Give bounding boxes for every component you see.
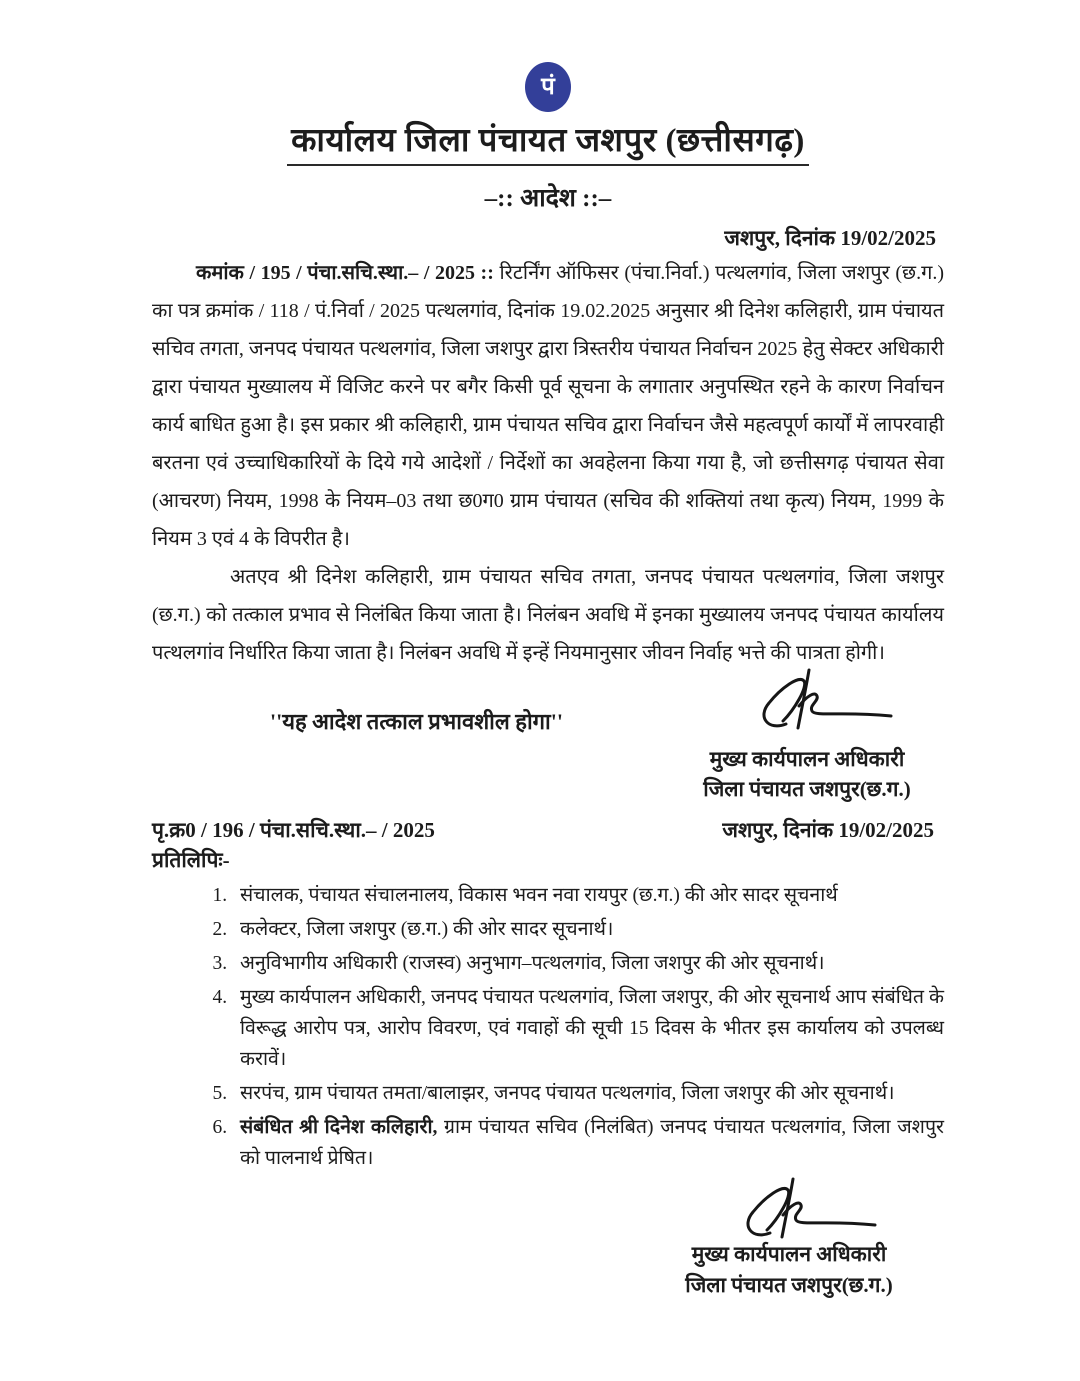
bottom-signatory-block [656,1239,922,1301]
copies-label: प्रतिलिपिः- [152,848,230,872]
copy-recipient-1: 1. संचालक, पंचायत संचालनालय, विकास भवन नवा रायपुर (छ.ग.) की ओर सादर सूचनार्थ [232,880,944,911]
copy-recipient-list [152,880,944,1174]
copy-recipient-2: 2. कलेक्टर, जिला जशपुर (छ.ग.) की ओर सादर सूचनार्थ। [232,914,944,945]
endorsement-row [152,816,944,844]
logo-glyph: पं [541,74,555,100]
document-content [152,62,944,1327]
bottom-signature-area [152,1177,944,1327]
signatory-organization: जिला पंचायत जशपुर(छ.ग.) [685,1273,893,1297]
signature-icon [732,1173,882,1243]
order-paragraph-1-text: रिटर्निंग ऑफिसर (पंचा.निर्वा.) पत्थलगांव, जिला जशपुर (छ.ग.) का पत्र क्रमांक / 118 / पं.निर्वा / 2025 पत्थलगांव, दिनांक 19.02.2025 अनुसार श्री दिनेश कलिहारी, ग्राम पंचायत सचिव तगता, जनपद पंचायत पत्थलगांव, जिला जशपुर द्वारा त्रिस्तरीय पंचायत निर्वाचन 2025 हेतु सेक्टर अधिकारी द्वारा पंचायत मुख्यालय में विजिट करने पर बगैर किसी पूर्व सूचना के लगातार अनुपस्थित रहने के कारण निर्वाचन कार्य बाधित हुआ है। इस प्रकार श्री कलिहारी, ग्राम पंचायत सचिव द्वारा निर्वाचन जैसे महत्वपूर्ण कार्यों में लापरवाही बरतना एवं उच्चाधिकारियों के दिये गये आदेशों / निर्देशों का अवहेलना किया गया है, जो छत्तीसगढ़ पंचायत सेवा (आचरण) नियम, 1998 के नियम–03 तथा छ0ग0 ग्राम पंचायत (सचिव की शक्तियां तथा कृत्य) नियम, 1999 के नियम 3 एवं 4 के विपरीत है। [152,262,944,550]
order-paragraph-1 [152,254,944,558]
copy-recipient-4: 4. मुख्य कार्यपालन अधिकारी, जनपद पंचायत पत्थलगांव, जिला जशपुर, की ओर सूचनार्थ आप संबंधित के विरूद्ध आरोप पत्र, आरोप विवरण, एवं गवाहों की सूची 15 दिवस के भीतर इस कार्यालय को उपलब्ध करावें। [232,982,944,1075]
signatory-title: मुख्य कार्यपालन अधिकारी [691,1242,887,1266]
endorsement-reference-number: पृ.क्र0 / 196 / पंचा.सचि.स्था.– / 2025 [152,818,435,842]
signatory-organization: जिला पंचायत जशपुर(छ.ग.) [703,777,911,801]
signature-icon [748,664,898,734]
copy-recipient-6-name: संबंधित श्री दिनेश कलिहारी, [240,1117,438,1138]
endorsement-place-date: जशपुर, दिनांक 19/02/2025 [722,818,934,842]
copy-recipient-6 [232,1112,944,1174]
office-title: कार्यालय जिला पंचायत जशपुर (छत्तीसगढ़) [287,116,809,166]
copy-recipient-6-text: ग्राम पंचायत सचिव (निलंबित) जनपद पंचायत पत्थलगांव, जिला जशपुर को पालनार्थ प्रेषित। [240,1117,944,1169]
copy-recipient-5: 5. सरपंच, ग्राम पंचायत तमता/बालाझर, जनपद पंचायत पत्थलगांव, जिला जशपुर की ओर सूचनार्थ। [232,1078,944,1109]
order-heading: –:: आदेश ::– [484,185,612,212]
order-paragraph-2: अतएव श्री दिनेश कलिहारी, ग्राम पंचायत सचिव तगता, जनपद पंचायत पत्थलगांव, जिला जशपुर (छ.ग.) को तत्काल प्रभाव से निलंबित किया जाता है। निलंबन अवधि में इनका मुख्यालय जनपद पंचायत कार्यालय पत्थलगांव निर्धारित किया जाता है। निलंबन अवधि में इन्हें नियमानुसार जीवन निर्वाह भत्ते की पात्रता होगी। [152,566,944,664]
effective-immediately-quote: ''यह आदेश तत्काल प्रभावशील होगा'' [270,709,563,734]
issue-place-date: जशपुर, दिनांक 19/02/2025 [724,226,936,250]
signatory-title: मुख्य कार्यपालन अधिकारी [709,747,905,771]
copy-recipient-3: 3. अनुविभागीय अधिकारी (राजस्व) अनुभाग–पत्थलगांव, जिला जशपुर की ओर सूचनार्थ। [232,948,944,979]
signatory-block [674,744,940,804]
reference-number: कमांक / 195 / पंचा.सचि.स्था.– / 2025 :: [196,262,494,284]
quote-and-signature-area [152,672,944,810]
panchayat-logo-icon [525,62,571,112]
